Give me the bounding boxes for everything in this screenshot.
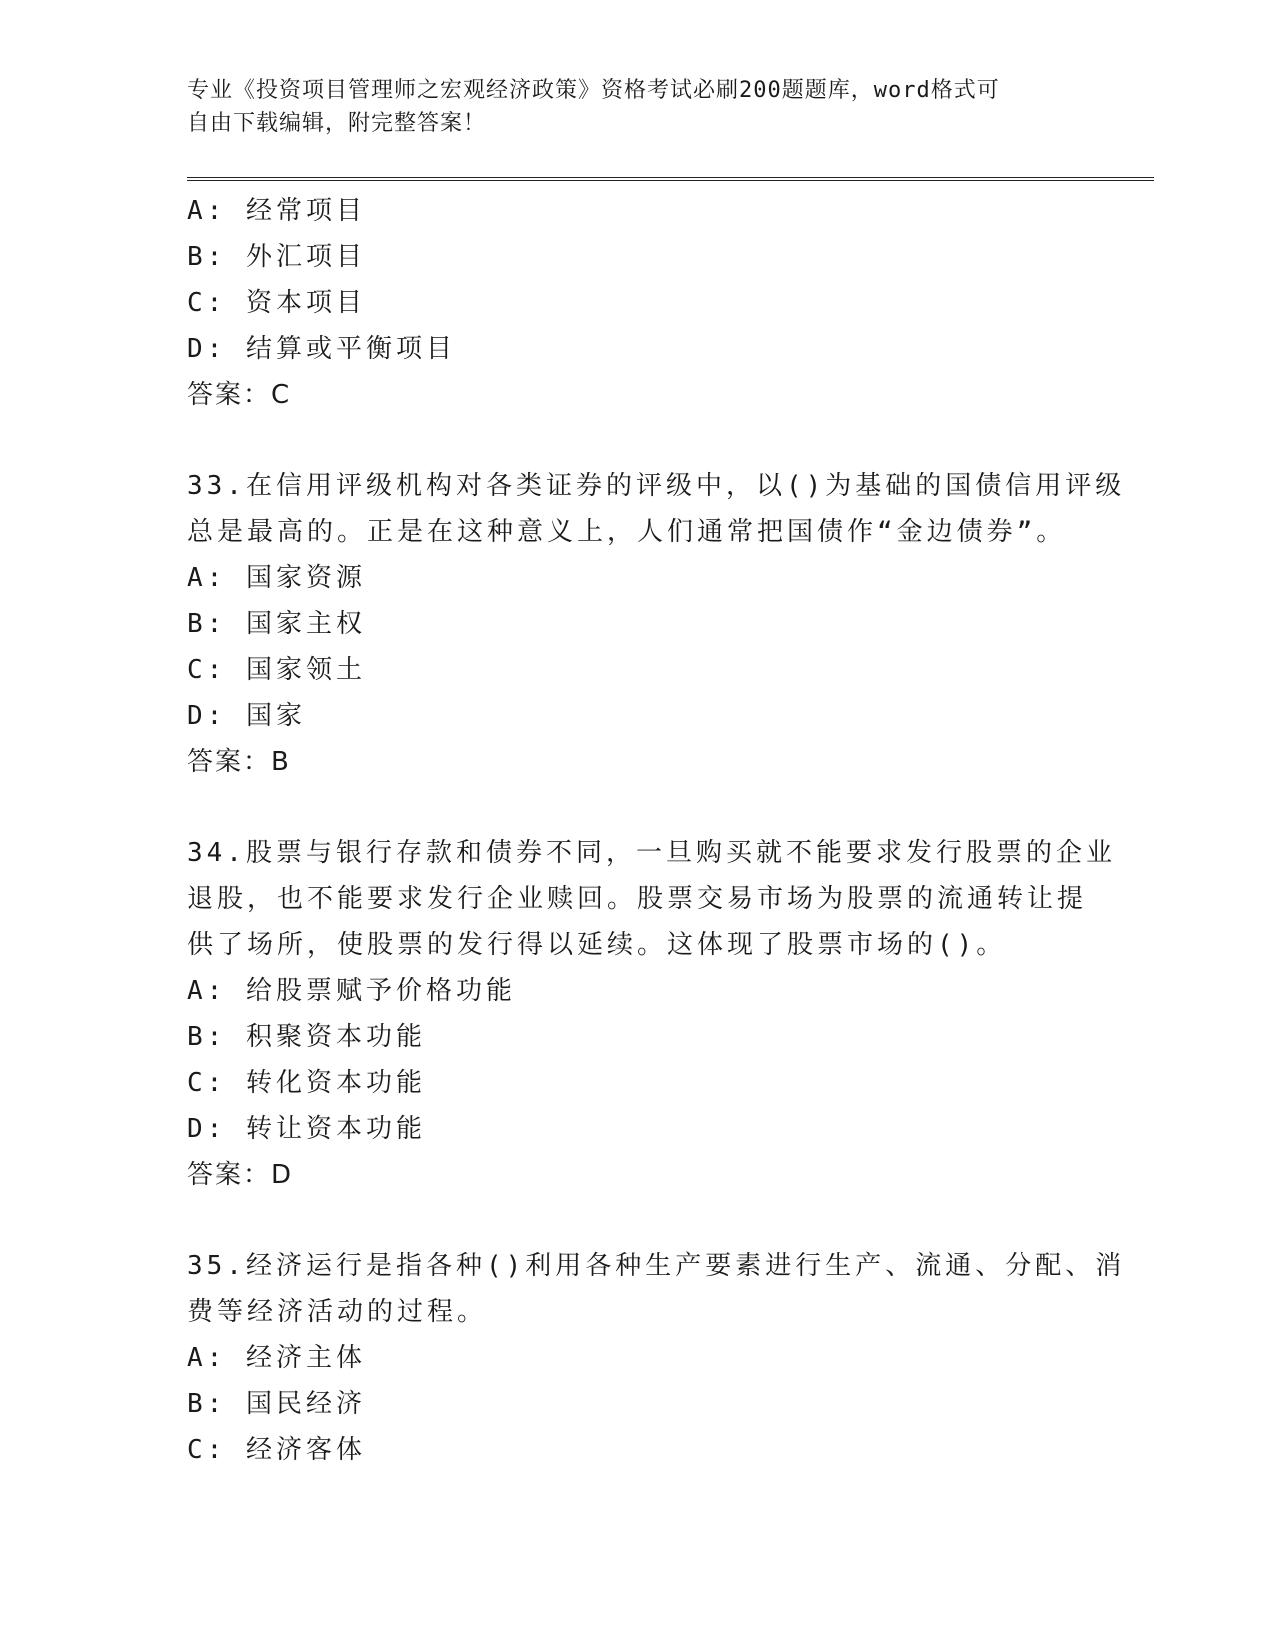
option-b: B: 国家主权: [187, 609, 366, 639]
question-stem-line: 35.经济运行是指各种()利用各种生产要素进行生产、流通、分配、消: [187, 1251, 1126, 1281]
question-list: [187, 188, 1126, 1473]
answer-line: 答案：B: [187, 747, 291, 777]
option-b: B: 国民经济: [187, 1389, 366, 1419]
option-a: A: 国家资源: [187, 563, 366, 593]
question-35: [187, 1243, 1126, 1473]
question-stem-line: 供了场所，使股票的发行得以延续。这体现了股票市场的()。: [187, 930, 1007, 960]
option-d: D: 国家: [187, 701, 306, 731]
option-c: C: 转化资本功能: [187, 1068, 426, 1098]
option-b: B: 外汇项目: [187, 242, 366, 272]
question-stem-line: 34.股票与银行存款和债券不同，一旦购买就不能要求发行股票的企业: [187, 838, 1116, 868]
page-header: [187, 74, 1087, 140]
header-line-1: 专业《投资项目管理师之宏观经济政策》资格考试必刷200题题库，word格式可: [187, 78, 1000, 103]
option-c: C: 国家领土: [187, 655, 366, 685]
question-33: [187, 463, 1126, 785]
option-c: C: 经济客体: [187, 1435, 366, 1465]
question-stem-line: 费等经济活动的过程。: [187, 1297, 488, 1327]
question-34: [187, 830, 1116, 1198]
header-line-2: 自由下载编辑，附完整答案！: [187, 111, 487, 136]
option-a: A: 给股票赋予价格功能: [187, 976, 516, 1006]
question-32: [187, 188, 1087, 418]
option-b: B: 积聚资本功能: [187, 1022, 426, 1052]
question-stem-line: 退股，也不能要求发行企业赎回。股票交易市场为股票的流通转让提: [187, 884, 1088, 914]
question-stem-line: 总是最高的。正是在这种意义上，人们通常把国债作“金边债券”。: [187, 517, 1067, 547]
option-c: C: 资本项目: [187, 288, 366, 318]
option-a: A: 经常项目: [187, 196, 366, 226]
option-d: D: 结算或平衡项目: [187, 334, 456, 364]
header-divider: [187, 177, 1154, 181]
answer-line: 答案：C: [187, 380, 292, 410]
option-a: A: 经济主体: [187, 1343, 366, 1373]
option-d: D: 转让资本功能: [187, 1114, 426, 1144]
question-stem-line: 33.在信用评级机构对各类证券的评级中，以()为基础的国债信用评级: [187, 471, 1126, 501]
answer-line: 答案：D: [187, 1160, 294, 1190]
